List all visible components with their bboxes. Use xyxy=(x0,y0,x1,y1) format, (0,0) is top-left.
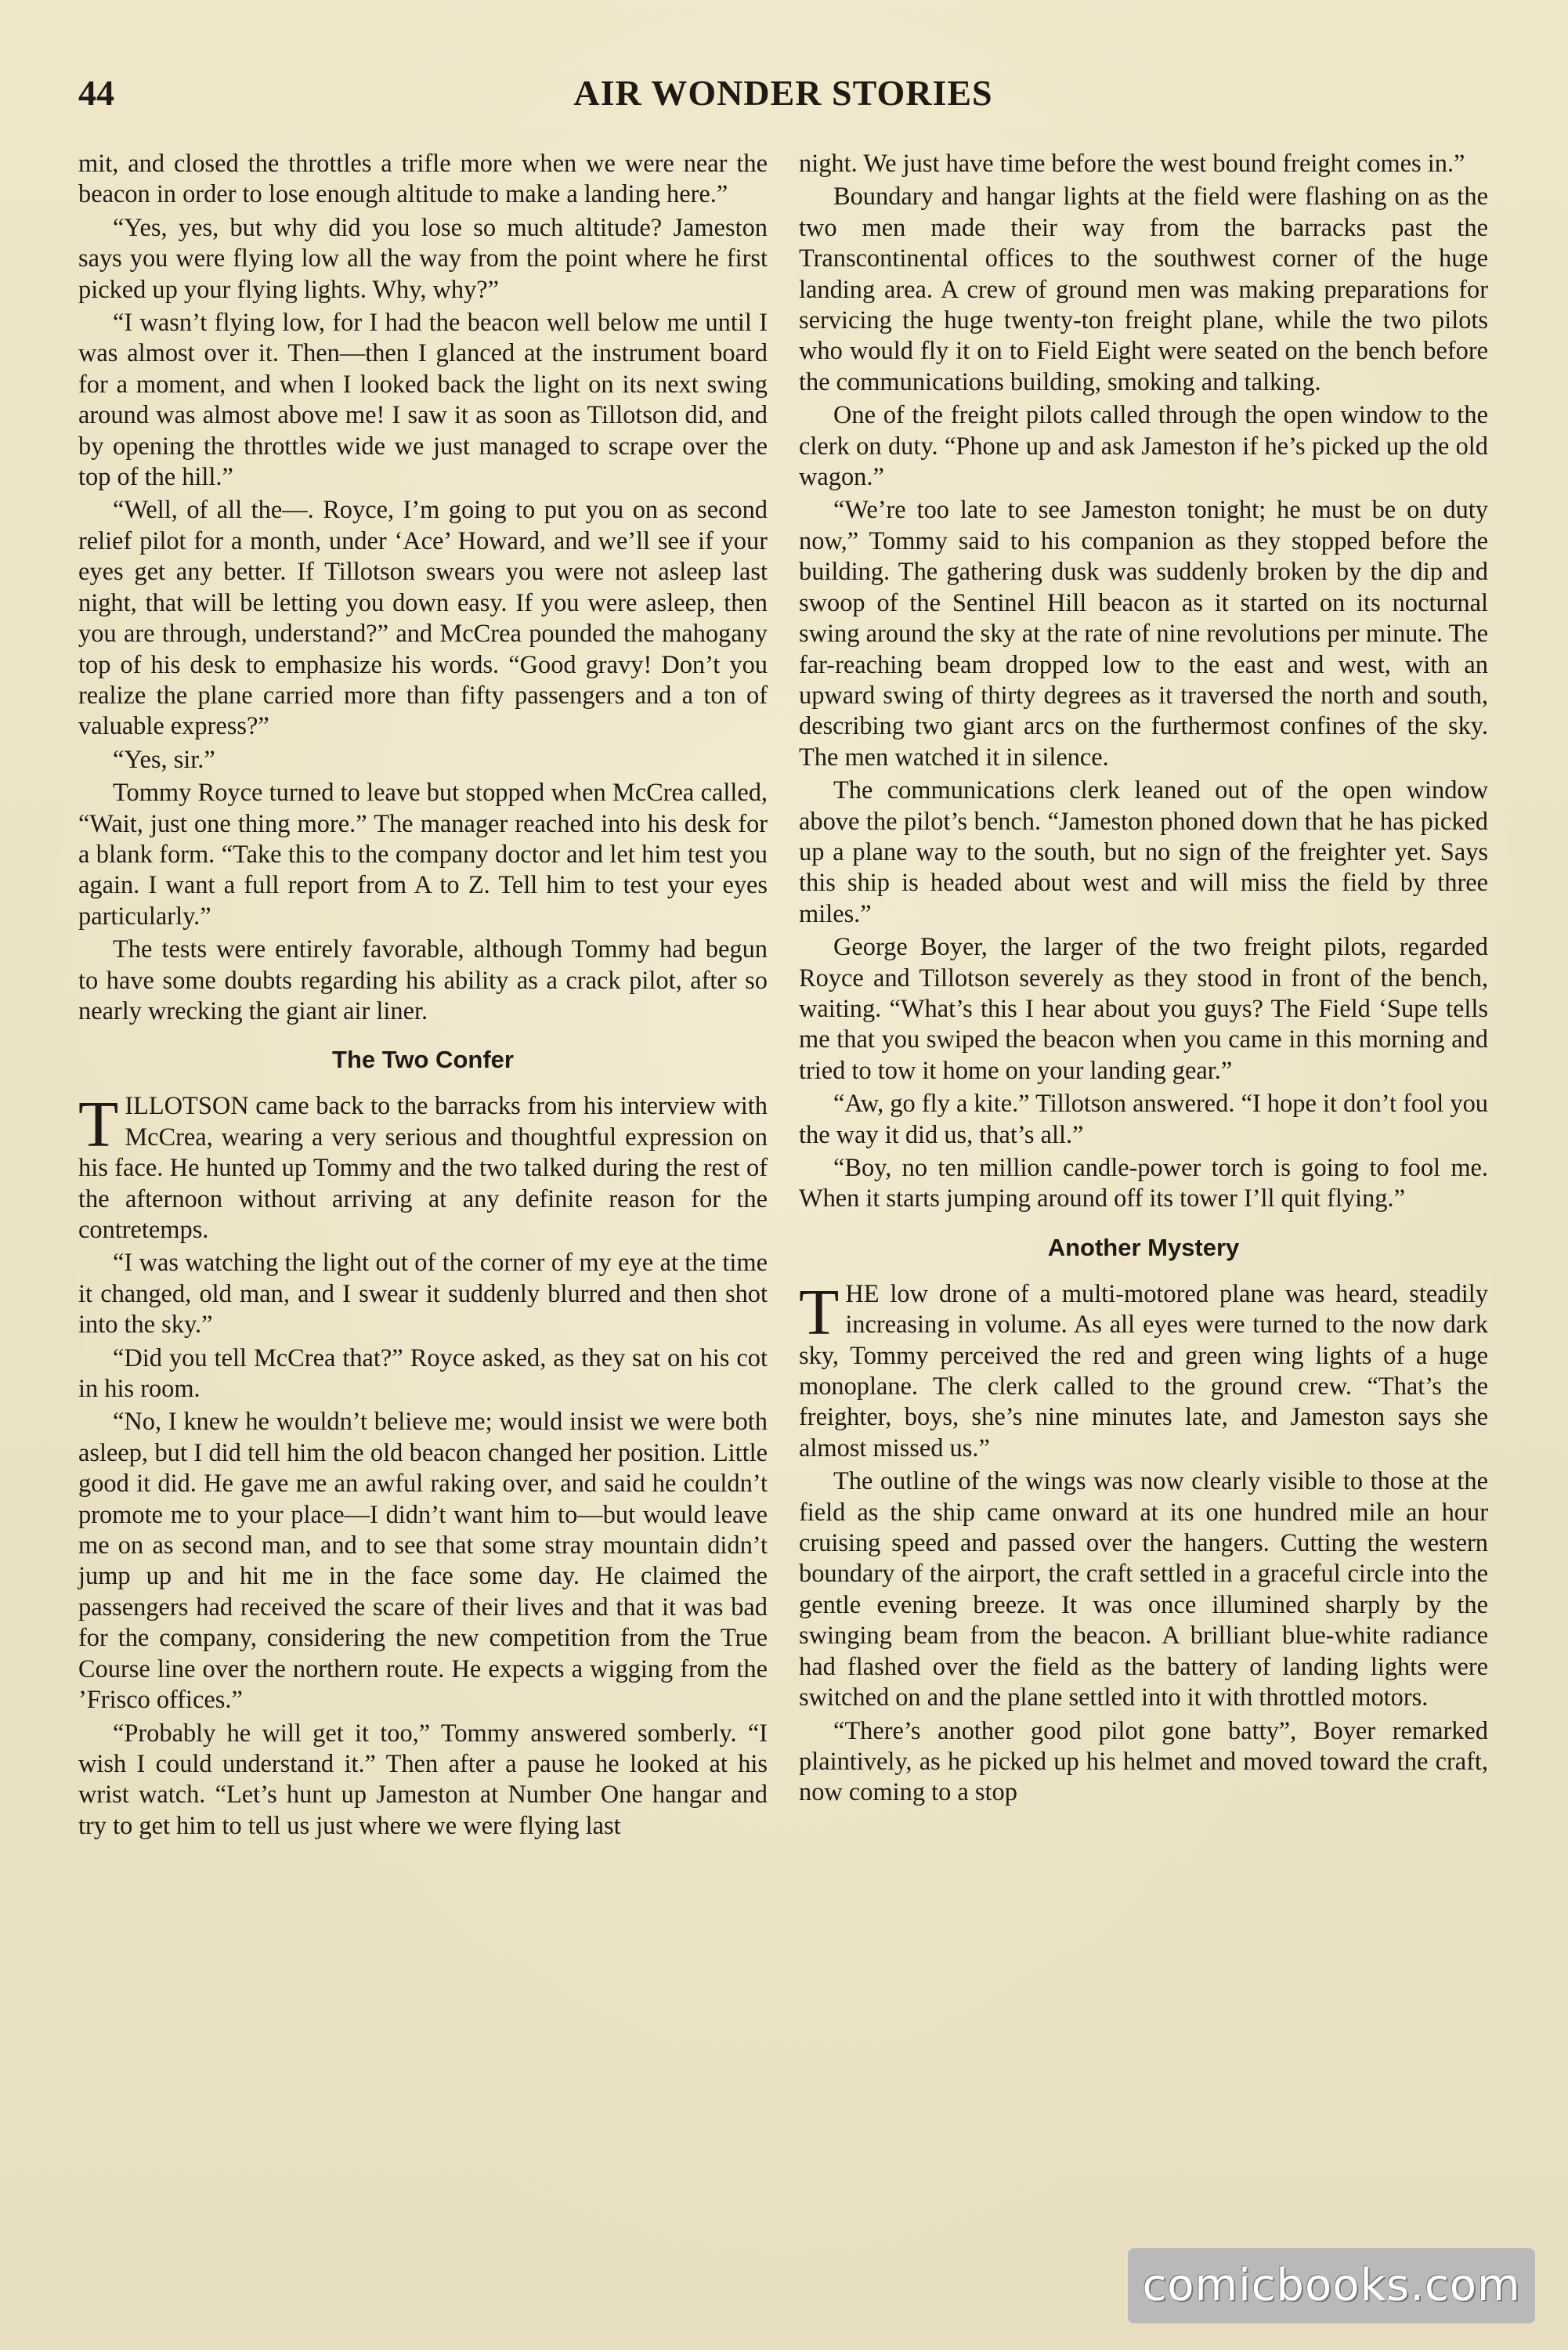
paragraph: The outline of the wings was now clearly visible to those at the field as the ship came onward at its one hundred mile an hour cruising speed and passed over the hangers. Cutting the western boundary of the airport, the craft settled in a graceful circle into the gentle evening breeze. It was once illumined sharply by the swinging beam from the beacon. A brilliant blue-white radiance had flashed over the field as the battery of landing lights were switched on and the plane settled into it with throttled motors. xyxy=(799,1467,1488,1712)
paragraph: “Did you tell McCrea that?” Royce asked, as they sat on his cot in his room. xyxy=(78,1343,768,1404)
paragraph: Tommy Royce turned to leave but stopped when McCrea called, “Wait, just one thing more.” The manager reached into his desk for a blank form. “Take this to the company doctor and let him test you again. I want a full report from A to Z. Tell him to test your eyes particularly.” xyxy=(78,779,768,931)
right-column xyxy=(799,149,1488,1811)
dropcap-paragraph xyxy=(78,1088,768,1246)
watermark-logo: comicbooks.com xyxy=(1128,2248,1535,2323)
paragraph: “Yes, sir.” xyxy=(113,745,215,774)
paragraph: “No, I knew he wouldn’t believe me; would insist we were both asleep, but I did tell him the old beacon changed her position. Little good it did. He gave me an awful raking over, and said he couldn’t promote me to your place—I didn’t want him to—but would leave me on as second man, and to see that some stray mountain didn’t jump up and hit me in the face some day. He claimed the passengers had received the scare of their lives and that it was bad for the company, considering the new competition from the True Course line over the northern route. He expects a wigging from the ’Frisco offices.” xyxy=(78,1408,768,1715)
paragraph: “There’s another good pilot gone batty”, Boyer remarked plaintively, as he picked up his helmet and moved toward the craft, now coming to a stop xyxy=(799,1716,1488,1807)
dropcap-paragraph-text: ILLOTSON came back to the barracks from his interview with McCrea, wearing a very serious and thoughtful expression on his face. He hunted up Tommy and the two talked during the rest of the afternoon without arriving at any definite reason for the contretemps. xyxy=(78,1092,768,1244)
page-number: 44 xyxy=(78,73,114,113)
paragraph: “Yes, yes, but why did you lose so much altitude? Jameston says you were flying low all the way from the point where he first picked up your flying lights. Why, why?” xyxy=(78,213,768,304)
drop-cap: T xyxy=(799,1275,840,1349)
paragraph: “Boy, no ten million candle-power torch is going to fool me. When it starts jumping around off its tower I’ll quit flying.” xyxy=(799,1154,1488,1213)
section-heading: Another Mystery xyxy=(1047,1233,1240,1261)
paragraph: George Boyer, the larger of the two freight pilots, regarded Royce and Tillotson severely as they stood in front of the bench, waiting. “What’s this I hear about you guys? The Field ‘Supe tells me that you swiped the beacon when you came in this morning and tried to tow it home on your landing gear.” xyxy=(799,933,1488,1085)
paragraph: night. We just have time before the west bound freight comes in.” xyxy=(799,150,1465,178)
paragraph: “Probably he will get it too,” Tommy answered somberly. “I wish I could understand it.” Then after a pause he looked at his wrist watch. “Let’s hunt up Jameston at Number One hangar and try to get him to tell us just where we were flying last xyxy=(78,1719,768,1840)
drop-cap: T xyxy=(78,1088,119,1162)
paragraph: “I was watching the light out of the corner of my eye at the time it changed, old man, and I swear it suddenly blurred and then shot into the sky.” xyxy=(78,1249,768,1340)
magazine-title: AIR WONDER STORIES xyxy=(573,73,993,113)
paragraph: The communications clerk leaned out of the open window above the pilot’s bench. “Jameston phoned down that he has picked up a plane way to the south, but no sign of the freighter yet. Says this ship is headed about west and will miss the field by three miles.” xyxy=(799,776,1488,928)
dropcap-paragraph-text: HE low drone of a multi-motored plane was heard, steadily increasing in volume. As all eyes were turned to the now dark sky, Tommy perceived the red and green wing lights of a huge monoplane. The clerk called to the ground crew. “That’s the freighter, boys, she’s nine minutes late, and Jameston says she almost missed us.” xyxy=(799,1279,1488,1462)
left-column xyxy=(78,149,768,1844)
paragraph: mit, and closed the throttles a trifle more when we were near the beacon in order to lose enough altitude to make a landing here.” xyxy=(78,150,768,209)
paragraph: The tests were entirely favorable, although Tommy had begun to have some doubts regarding his ability as a crack pilot, after so nearly wrecking the giant air liner. xyxy=(78,935,768,1025)
paragraph: “Aw, go fly a kite.” Tillotson answered. “I hope it don’t fool you the way it did us, that’s all.” xyxy=(799,1090,1488,1149)
paragraph: One of the freight pilots called through the open window to the clerk on duty. “Phone up and ask Jameston if he’s picked up the old wagon.” xyxy=(799,401,1488,492)
paragraph: “I wasn’t flying low, for I had the beacon well below me until I was almost over it. Then—then I glanced at the instrument board for a moment, and when I looked back the light on its next swing around was almost above me! I saw it as soon as Tillotson did, and by opening the throttles wide we just managed to scrape over the top of the hill.” xyxy=(78,309,768,492)
page-header xyxy=(78,72,1488,119)
section-heading: The Two Confer xyxy=(332,1046,514,1074)
paragraph: Boundary and hangar lights at the field were flashing on as the two men made their way from the barracks past the Transcontinental offices to the southwest corner of the huge landing area. A crew of ground men was making preparations for servicing the huge twenty-ton freight plane, while the two pilots who would fly it on to Field Eight were seated on the bench before the communications building, smoking and talking. xyxy=(799,183,1488,396)
paragraph: “We’re too late to see Jameston tonight; he must be on duty now,” Tommy said to his companion as they stopped before the building. The gathering dusk was suddenly broken by the dip and swoop of the Sentinel Hill beacon as it started on its nocturnal swing around the sky at the rate of nine revolutions per minute. The far-reaching beam dropped low to the east and west, with an upward swing of thirty degrees as it traversed the north and south, describing two giant arcs on the furthermost confines of the sky. The men watched it in silence. xyxy=(799,496,1488,772)
dropcap-paragraph xyxy=(799,1275,1488,1464)
paragraph: “Well, of all the—. Royce, I’m going to put you on as second relief pilot for a month, under ‘Ace’ Howard, and we’ll see if your eyes get any better. If Tillotson swears you were not asleep last night, that will be letting you down easy. If you were asleep, then you are through, understand?” and McCrea pounded the mahogany top of his desk to emphasize his words. “Good gravy! Don’t you realize the plane carried more than fifty passengers and a ton of valuable express?” xyxy=(78,496,768,741)
